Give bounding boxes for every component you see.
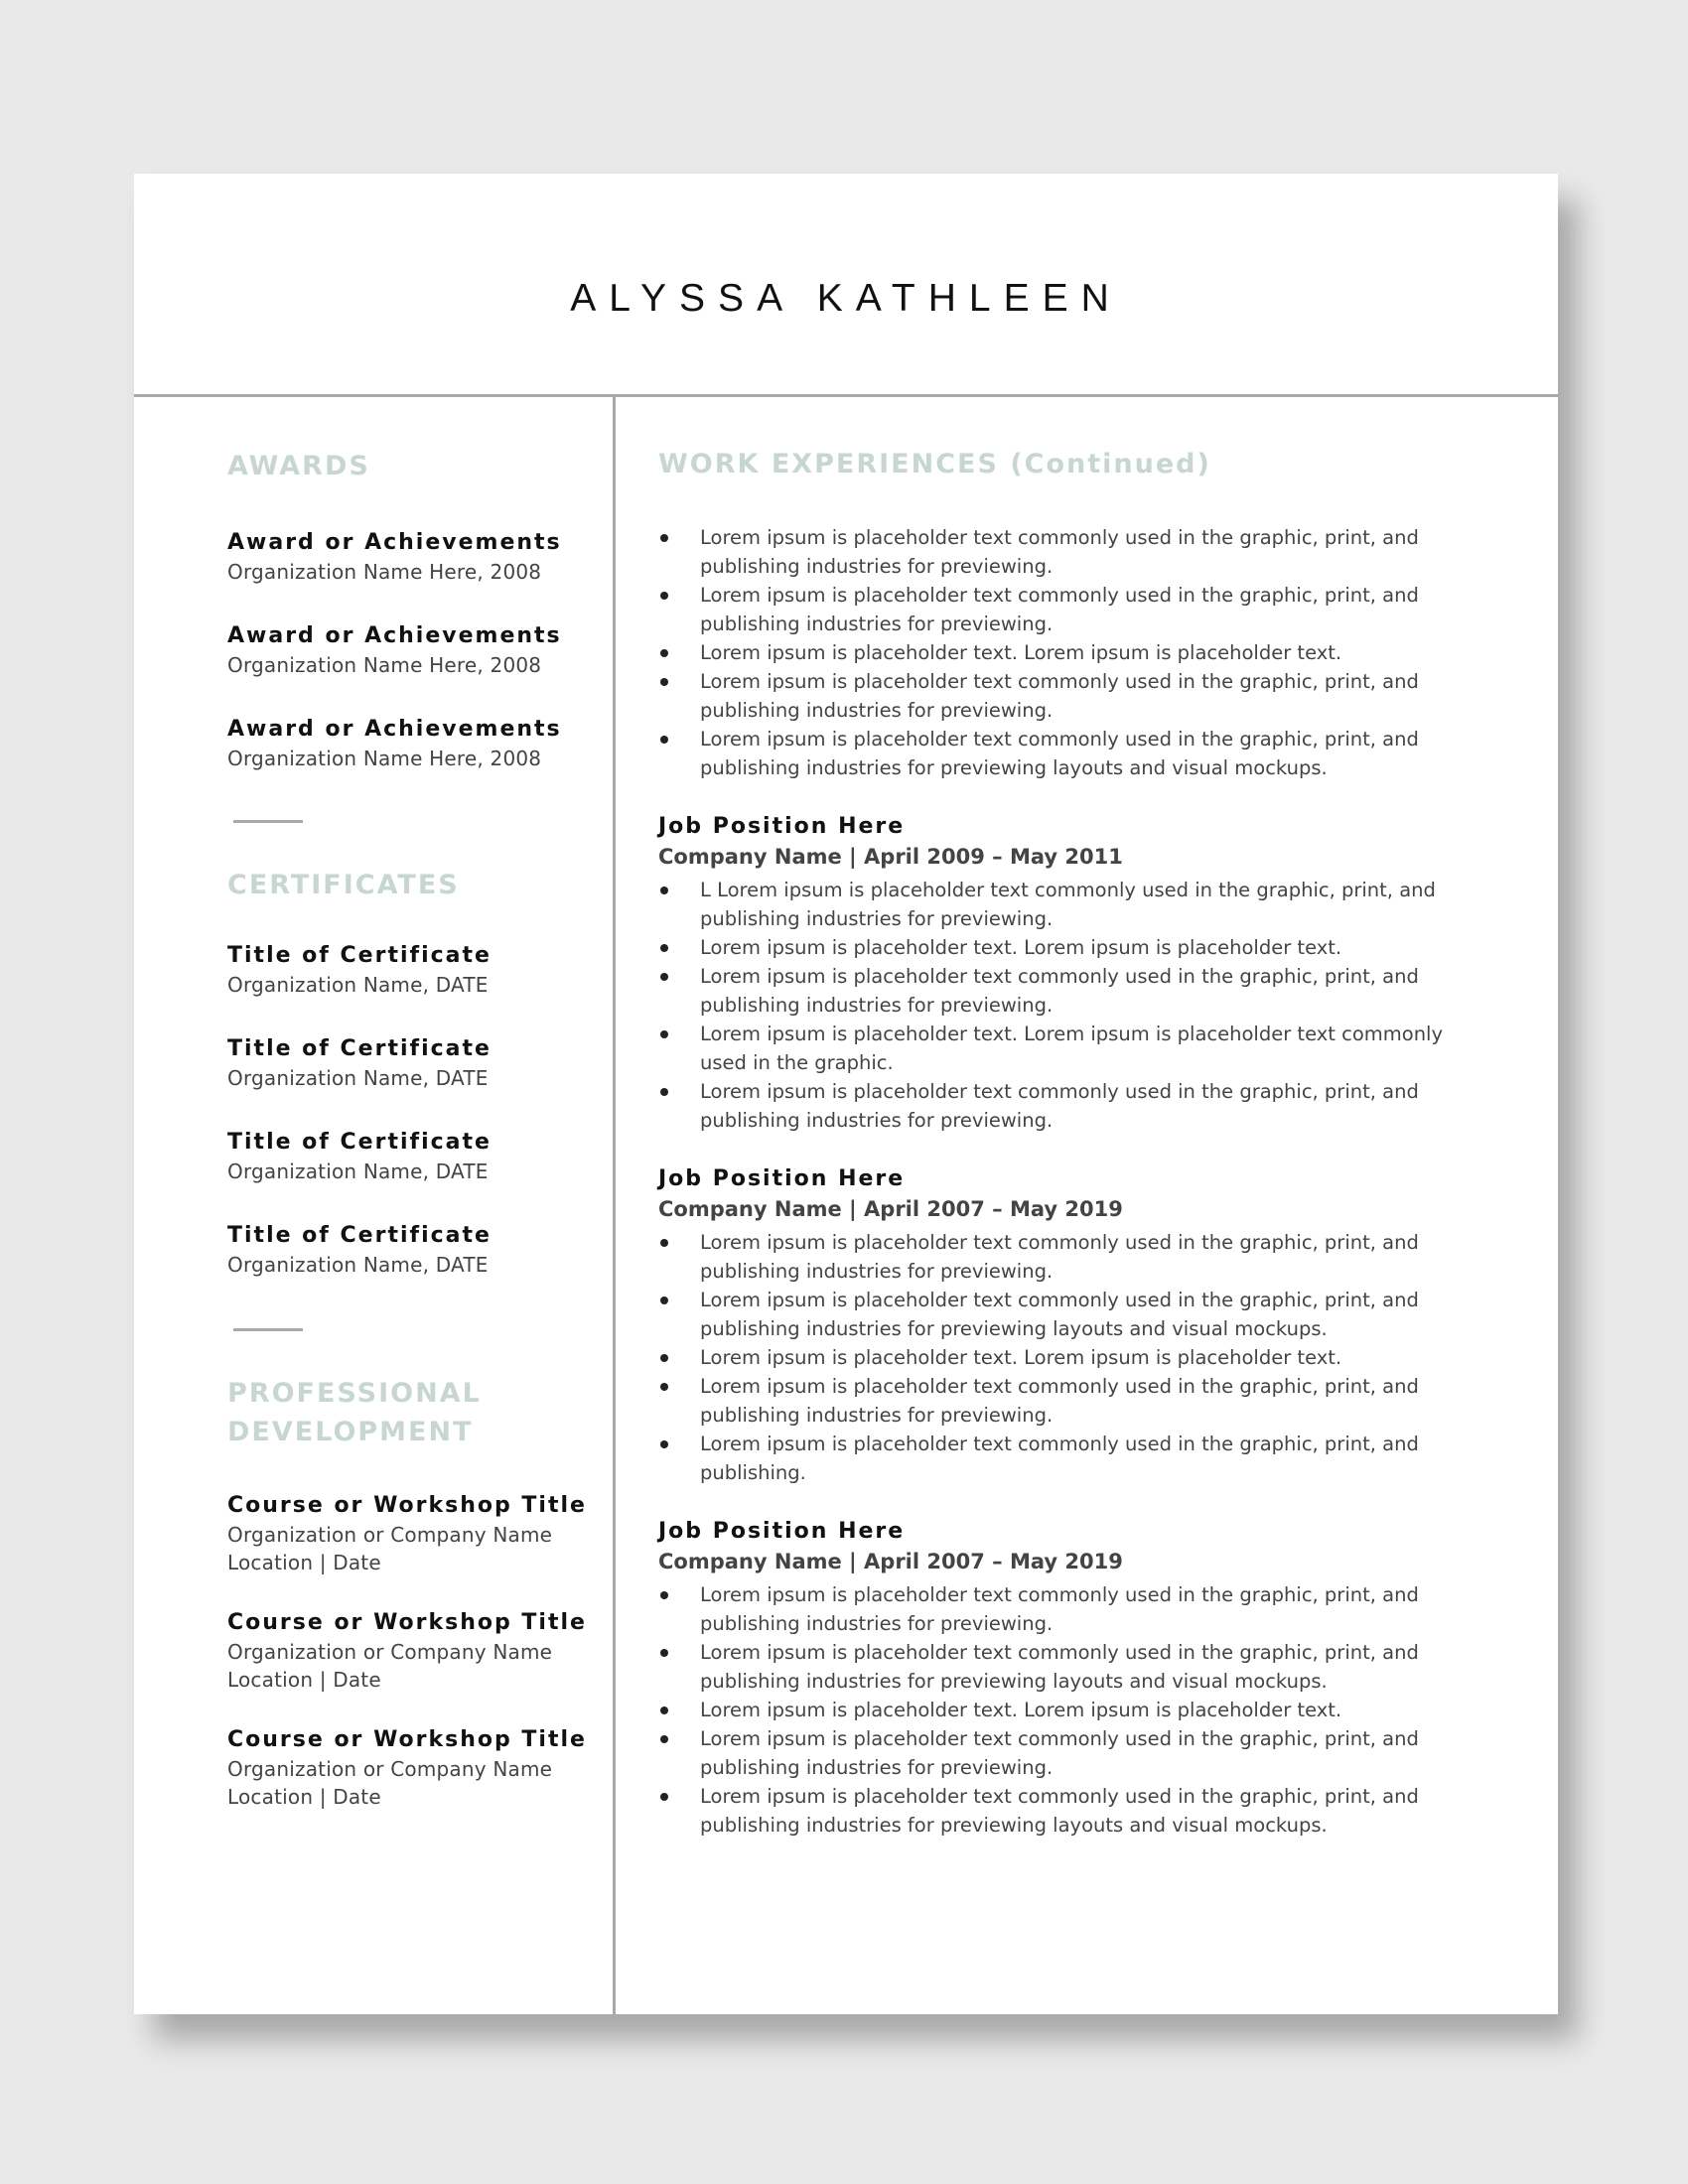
bullet-item [658,1430,1512,1487]
bullet-item [658,1782,1512,1840]
development-heading-line: PROFESSIONAL [227,1378,482,1409]
bullet-icon [660,1793,668,1801]
work-experience-heading: WORK EXPERIENCES (Continued) [658,449,1211,479]
bullet-line: publishing. [700,1461,806,1484]
bullet-line: Lorem ipsum is placeholder text commonly used in the graphic, print, and [700,526,1419,549]
left-column [227,447,595,1811]
bullet-item [658,962,1512,1020]
certificate-item [227,941,595,999]
certificate-title: Title of Certificate [227,1223,492,1248]
bullet-icon [660,1354,668,1362]
development-heading-line: DEVELOPMENT [227,1417,474,1447]
bullet-icon [660,1030,668,1038]
bullet-line: used in the graphic. [700,1051,894,1074]
bullet-item [658,1020,1512,1077]
bullet-line: publishing industries for previewing. [700,907,1054,930]
course-organization: Organization or Company Name [227,1640,553,1664]
bullet-line: Lorem ipsum is placeholder text. Lorem ipsum is placeholder text. [700,936,1342,959]
bullet-line: publishing industries for previewing. [700,1404,1054,1427]
bullet-item [658,523,1512,581]
bullet-line: publishing industries for previewing. [700,1109,1054,1132]
bullet-item [658,1724,1512,1782]
certificate-organization: Organization Name, DATE [227,1253,489,1277]
job-bullet-list [658,1580,1512,1840]
job-title: Job Position Here [658,814,906,839]
work-bullet-list [658,523,1512,782]
job-company-dates: Company Name | April 2007 – May 2019 [658,1197,1123,1221]
column-divider [613,394,616,2014]
certificate-title: Title of Certificate [227,1130,492,1155]
bullet-line: Lorem ipsum is placeholder text commonly used in the graphic, print, and [700,1231,1419,1254]
resume-name: ALYSSA KATHLEEN [570,277,1122,320]
right-column [658,445,1512,1840]
bullet-icon [660,592,668,600]
course-location-date: Location | Date [227,1785,381,1809]
award-organization: Organization Name Here, 2008 [227,560,542,584]
bullet-icon [660,1297,668,1304]
bullet-item [658,1343,1512,1372]
awards-heading: AWARDS [227,451,370,481]
bullet-item [658,1638,1512,1696]
course-location-date: Location | Date [227,1668,381,1692]
bullet-line: publishing industries for previewing. [700,613,1054,635]
bullet-line: L Lorem ipsum is placeholder text commonly used in the graphic, print, and [700,879,1436,901]
bullet-icon [660,1649,668,1657]
bullet-line: publishing industries for previewing layouts and visual mockups. [700,1670,1328,1693]
bullet-line: Lorem ipsum is placeholder text commonly used in the graphic, print, and [700,1289,1419,1311]
award-item [227,621,595,679]
bullet-item [658,725,1512,782]
bullet-line: Lorem ipsum is placeholder text commonly used in the graphic, print, and [700,1641,1419,1664]
award-item [227,715,595,772]
bullet-icon [660,944,668,952]
course-organization: Organization or Company Name [227,1523,553,1547]
bullet-item [658,1696,1512,1724]
bullet-line: Lorem ipsum is placeholder text commonly used in the graphic, print, and [700,1583,1419,1606]
award-title: Award or Achievements [227,623,562,648]
bullet-icon [660,534,668,542]
bullet-icon [660,678,668,686]
bullet-line: Lorem ipsum is placeholder text commonly used in the graphic, print, and [700,965,1419,988]
award-item [227,528,595,586]
bullet-item [658,1286,1512,1343]
certificate-item [227,1221,595,1279]
bullet-line: publishing industries for previewing layouts and visual mockups. [700,756,1328,779]
course-item [227,1491,595,1576]
certificate-organization: Organization Name, DATE [227,1066,489,1090]
job-title: Job Position Here [658,1166,906,1191]
bullet-item [658,667,1512,725]
certificates-heading: CERTIFICATES [227,870,460,900]
course-title: Course or Workshop Title [227,1610,587,1635]
bullet-item [658,638,1512,667]
award-title: Award or Achievements [227,530,562,555]
bullet-line: Lorem ipsum is placeholder text commonly used in the graphic, print, and [700,1727,1419,1750]
course-item [227,1725,595,1811]
bullet-line: Lorem ipsum is placeholder text commonly used in the graphic, print, and [700,1080,1419,1103]
certificate-item [227,1034,595,1092]
bullet-line: publishing industries for previewing. [700,1612,1054,1635]
certificate-title: Title of Certificate [227,943,492,968]
bullet-icon [660,1440,668,1448]
certificate-organization: Organization Name, DATE [227,973,489,997]
award-organization: Organization Name Here, 2008 [227,747,542,770]
bullet-item [658,1077,1512,1135]
job-company-dates: Company Name | April 2009 – May 2011 [658,845,1123,869]
course-title: Course or Workshop Title [227,1727,587,1752]
course-location-date: Location | Date [227,1551,381,1574]
bullet-icon [660,887,668,894]
bullet-line: Lorem ipsum is placeholder text commonly used in the graphic, print, and [700,670,1419,693]
bullet-icon [660,1735,668,1743]
job-bullet-list [658,876,1512,1135]
job-title: Job Position Here [658,1519,906,1544]
certificate-title: Title of Certificate [227,1036,492,1061]
bullet-line: Lorem ipsum is placeholder text. Lorem ipsum is placeholder text. [700,641,1342,664]
bullet-icon [660,1239,668,1247]
bullet-line: publishing industries for previewing. [700,555,1054,578]
development-heading [227,1374,595,1451]
course-title: Course or Workshop Title [227,1493,587,1518]
course-item [227,1608,595,1694]
bullet-icon [660,1088,668,1096]
bullet-icon [660,736,668,744]
bullet-line: Lorem ipsum is placeholder text commonly used in the graphic, print, and [700,728,1419,751]
bullet-icon [660,1591,668,1599]
bullet-line: publishing industries for previewing layouts and visual mockups. [700,1317,1328,1340]
job-bullet-list [658,1228,1512,1487]
header-divider [134,394,1558,397]
bullet-line: Lorem ipsum is placeholder text. Lorem ipsum is placeholder text. [700,1699,1342,1721]
bullet-line: publishing industries for previewing. [700,1260,1054,1283]
bullet-line: Lorem ipsum is placeholder text commonly used in the graphic, print, and [700,584,1419,607]
bullet-icon [660,1383,668,1391]
bullet-icon [660,1706,668,1714]
certificate-organization: Organization Name, DATE [227,1160,489,1183]
bullet-icon [660,649,668,657]
bullet-line: Lorem ipsum is placeholder text commonly used in the graphic, print, and [700,1785,1419,1808]
award-organization: Organization Name Here, 2008 [227,653,542,677]
bullet-icon [660,973,668,981]
bullet-line: Lorem ipsum is placeholder text. Lorem ipsum is placeholder text. [700,1346,1342,1369]
bullet-item [658,876,1512,933]
bullet-item [658,1580,1512,1638]
bullet-line: Lorem ipsum is placeholder text commonly used in the graphic, print, and [700,1433,1419,1455]
course-organization: Organization or Company Name [227,1757,553,1781]
certificate-item [227,1128,595,1185]
bullet-item [658,1372,1512,1430]
bullet-line: Lorem ipsum is placeholder text. Lorem ipsum is placeholder text commonly [700,1023,1444,1045]
bullet-item [658,1228,1512,1286]
bullet-line: publishing industries for previewing. [700,1756,1054,1779]
resume-page [134,174,1558,2014]
bullet-line: publishing industries for previewing. [700,699,1054,722]
bullet-item [658,581,1512,638]
bullet-item [658,933,1512,962]
bullet-line: Lorem ipsum is placeholder text commonly used in the graphic, print, and [700,1375,1419,1398]
bullet-line: publishing industries for previewing layouts and visual mockups. [700,1814,1328,1837]
job-company-dates: Company Name | April 2007 – May 2019 [658,1550,1123,1573]
bullet-line: publishing industries for previewing. [700,994,1054,1017]
award-title: Award or Achievements [227,717,562,742]
